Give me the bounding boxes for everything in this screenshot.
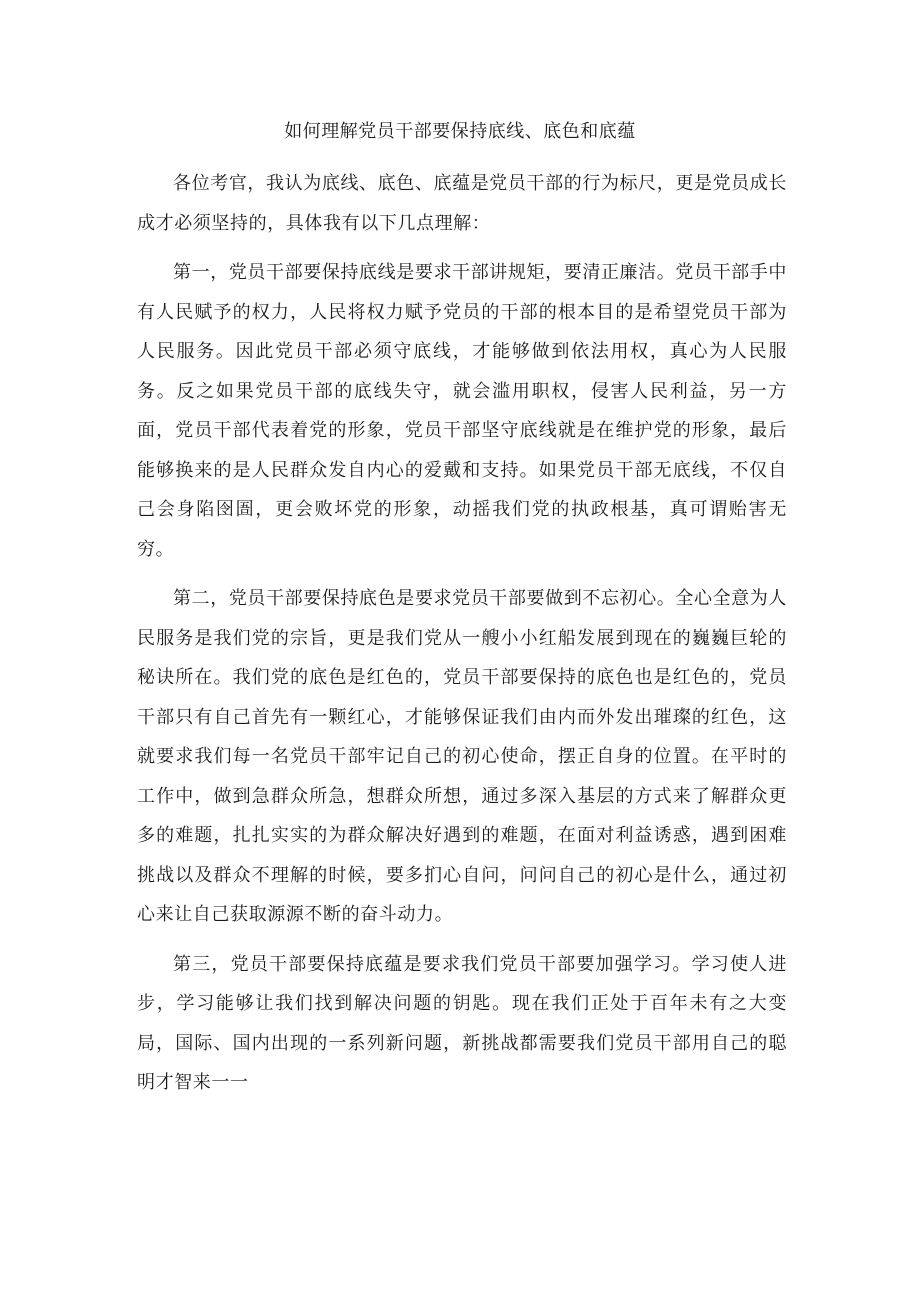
paragraph-first-point: 第一，党员干部要保持底线是要求干部讲规矩，要清正廉洁。党员干部手中有人民赋予的权力，人民将权力赋予党员的干部的根本目的是希望党员干部为人民服务。因此党员干部必须守底线，才能够做到依法用权，真心为人民服务。反之如果党员干部的底线失守，就会滥用职权，侵害人民利益，另一方面，党员干部代表着党的形象，党员干部坚守底线就是在维护党的形象，最后能够换来的是人民群众发自内心的爱戴和支持。如果党员干部无底线，不仅自己会身陷囹圄，更会败坏党的形象，动摇我们党的执政根基，真可谓贻害无穷。 [137,262,787,560]
document-title: 如何理解党员干部要保持底线、底色和底蕴 [284,121,636,142]
document-body [137,164,787,1113]
paragraph-second-point: 第二，党员干部要保持底色是要求党员干部要做到不忘初心。全心全意为人民服务是我们党的宗旨，更是我们党从一艘小小红船发展到现在的巍巍巨轮的秘诀所在。我们党的底色是红色的，党员干部要保持的底色也是红色的，党员干部只有自己首先有一颗红心，才能够保证我们由内而外发出璀璨的红色，这就要求我们每一名党员干部牢记自己的初心使命，摆正自身的位置。在平时的工作中，做到急群众所急，想群众所想，通过多深入基层的方式来了解群众更多的难题，扎扎实实的为群众解决好遇到的难题，在面对利益诱惑，遇到困难挑战以及群众不理解的时候，要多扪心自问，问问自己的初心是什么，通过初心来让自己获取源源不断的奋斗动力。 [137,588,787,925]
paragraph-third-point: 第三，党员干部要保持底蕴是要求我们党员干部要加强学习。学习使人进步，学习能够让我们找到解决问题的钥匙。现在我们正处于百年未有之大变局，国际、国内出现的一系列新问题，新挑战都需要我们党员干部用自己的聪明才智来一一 [137,953,787,1093]
paragraph-intro: 各位考官，我认为底线、底色、底蕴是党员干部的行为标尺，更是党员成长成才必须坚持的，具体我有以下几点理解： [137,173,787,234]
